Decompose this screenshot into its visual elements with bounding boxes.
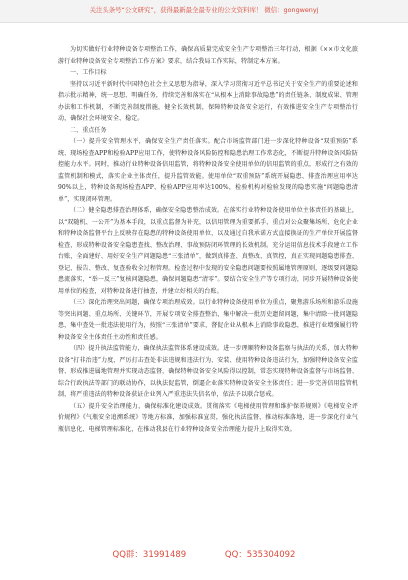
- section-heading-goals: 一、工作目标: [70, 69, 107, 76]
- task-paragraph-5: （五）提升安全治理能力，确保标准化建设成效。贯彻落实《电梯使用管理和维护保养规则》《电梯安全评价规程》《气瓶安全追溯系统》等地方标准，加强标准宣贯，强化执法监督，推动标准落地，进一步深化行业气瓶信息化、电梯管理标准化，在推动我县在行业特种设备安全治理能力提升上取得实效。: [58, 402, 358, 433]
- footer-qq-group: QQ群：31991489: [112, 550, 187, 560]
- document-body: [58, 44, 358, 544]
- top-banner: [0, 0, 408, 23]
- footer-contacts: [0, 548, 408, 560]
- banner-text: 关注头条号“公文研究”，获得最新最全最专业的公文资料库！ 微信：gongwenyj: [89, 6, 319, 14]
- section-heading-tasks: 二、重点任务: [70, 126, 107, 134]
- goals-paragraph: 坚持以习近平新时代中国特色社会主义思想为指导，深入学习贯彻习近平总书记关于安全生产的重要论述和指示批示精神，统一思想、明确任务，持续完善和落实在“从根本上消除事故隐患”的责任链条、制度成果、管理办法和工作机制，不断完善制度措施，健全长效机制，保障特种设备安全运行，有效推进安全生产专项整治行动，确保社会环境安全、稳定。: [58, 80, 358, 122]
- task-paragraph-1: （一）提升安全管理水平，确保安全生产责任落实。配合市场监管部门进一步深化特种设备“双重预防”系统、现场检查APP和检验APP应用工作，使特种设备风险防控和隐患治理工作常态化，不断提升特种设备风险防控能力水平。同时，推动行业特种设备信用监管，将特种设备安全使用单位的信用监管的重点，形成行之有效的监管机制和模式，落实企业主体责任，提升监管效能。使用单位“双重预防”系统开展隐患、排查治理应用率达90%以上，特种设备现场检查APP、检验APP应用率达100%，检验机构对检验发现的隐患实施“问题隐患清单”，实现闭环管理。: [58, 138, 358, 203]
- task-paragraph-2: （二）健全隐患排查治理体系，确保安全隐患整治成效。在落实行业特种设备使用单位主体责任的基础上，以“双随机、一公开”为基本手段，以重点监督为补充，以信用管理为重要抓手，重点对公众聚集场所、危化企业和特种设备监督平台上反映存在隐患的特种设备使用单位，以及通过自我承诺方式直接换证的生产单位开展监督检查，形成特种设备安全隐患查找、整改治理、事故预防闭环管理的长效机制。充分运用信息技术手段建立工作台账，全面建好、用好安全生产问题隐患“三张清单”，做到真排查、真整改、真管控，真正实现问题隐患排查、登记、报告、整改、复查验收全过程管理。检查过程中发现的安全隐患问题要按照属地管理原则，逐级要问题隐患流落实，“举一反三”复核问题隐患，确保问题隐患“清零”。要结合安全生产等专项行动，同步开展特种设备使用单位的检查，对特种设备进行抽查，并建立好相关的台账。: [58, 207, 358, 295]
- footer-qq: QQ：535304092: [224, 550, 296, 560]
- task-paragraph-4: （四）提升执法监管能力，确保执法监管体系建设成效。进一步理顺特种设备监察与执法的关系，加大特种设备“打非治违”力度，严厉打击查处非法违规和违法行为、安装、使用特种设备违法行为，加强特种设备安全监督、形成推进属地管理并实现动态监督，确保特种设备安全风险得以控制，常态实现特种设备监督与市场监督、综合行政执法等部门的联动协作，以执法促监管，倒逼企业落实特种设备安全主体责任；进一步完善信用监管机制，将严重违法的特种设备获证企业列入严重违法失信名单，依法予以联合惩戒。: [58, 345, 358, 398]
- task-paragraph-3: （三）深化治理突出问题，确保专项治理成效。以行业特种设备使用单位为重点，聚焦游乐场所和游乐设施等突出问题、重点场所、关键环节，开展专项安全排查整治，集中解决一批历史遗留问题，集中清除一批问题隐患，集中查处一批违法使用行为，按照“三张清单”要求，督促企业从根本上消除事故隐患，推进行业增强履行特种设备安全主体责任主动性和责任感。: [58, 299, 358, 341]
- intro-paragraph: 为切实做好行业特种设备专项整治工作，确保高质量完成安全生产专项整治三年行动，根据《××市文化旅游行业特种设备安全专项整治工作方案》要求，结合我局工作实际，特制定本方案。: [58, 46, 358, 65]
